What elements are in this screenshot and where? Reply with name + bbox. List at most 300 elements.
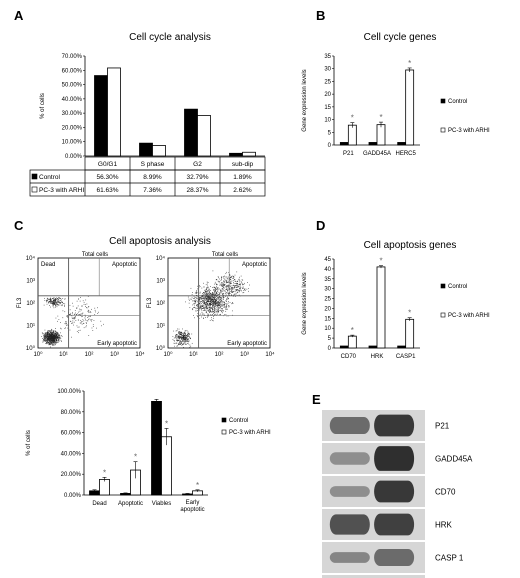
flow-event-dot xyxy=(176,338,177,339)
flow-event-dot xyxy=(46,343,47,344)
flow-event-dot xyxy=(210,301,211,302)
flow-event-dot xyxy=(188,333,189,334)
flow-event-dot xyxy=(204,310,205,311)
flow-event-dot xyxy=(53,339,54,340)
flow-event-dot xyxy=(204,298,205,299)
flow-event-dot xyxy=(224,304,225,305)
flow-event-dot xyxy=(193,301,194,302)
flow-event-dot xyxy=(237,287,238,288)
y-tick-label: 10² xyxy=(26,301,35,307)
x-tick-label: Early xyxy=(185,500,200,506)
flow-event-dot xyxy=(50,338,51,339)
flow-event-dot xyxy=(54,344,55,345)
flow-event-dot xyxy=(207,306,208,307)
chart-d xyxy=(302,257,490,360)
flow-event-dot xyxy=(77,331,78,332)
flow-event-dot xyxy=(56,341,57,342)
flow-event-dot xyxy=(230,291,231,292)
flow-event-dot xyxy=(57,304,58,305)
flow-event-dot xyxy=(230,279,231,280)
blot-band xyxy=(374,549,414,566)
flow-event-dot xyxy=(193,304,194,305)
y-tick-label: 10 xyxy=(324,117,331,124)
flow-event-dot xyxy=(226,305,227,306)
flow-event-dot xyxy=(230,293,231,294)
flow-event-dot xyxy=(179,333,180,334)
flow-event-dot xyxy=(216,303,217,304)
flow-event-dot xyxy=(230,289,231,290)
flow-event-dot xyxy=(55,343,56,344)
flow-event-dot xyxy=(217,303,218,304)
flow-event-dot xyxy=(218,294,219,295)
flow-event-dot xyxy=(202,298,203,299)
flow-event-dot xyxy=(46,333,47,334)
flow-event-dot xyxy=(179,337,180,338)
flow-event-dot xyxy=(227,303,228,304)
bar xyxy=(230,153,243,156)
flow-event-dot xyxy=(201,307,202,308)
flow-event-dot xyxy=(175,336,176,337)
flow-event-dot xyxy=(73,325,74,326)
chart-b-title: Cell cycle genes xyxy=(363,32,437,43)
flow-event-dot xyxy=(212,305,213,306)
flow-event-dot xyxy=(91,309,92,310)
legend-label: PC-3 with ARHI xyxy=(229,430,271,436)
flow-event-dot xyxy=(48,340,49,341)
flow-event-dot xyxy=(66,321,67,322)
flow-event-dot xyxy=(55,345,56,346)
flow-event-dot xyxy=(242,283,243,284)
bar xyxy=(348,125,356,145)
bar xyxy=(108,68,121,156)
flow-event-dot xyxy=(185,330,186,331)
flow-event-dot xyxy=(219,282,220,283)
flow-event-dot xyxy=(219,307,220,308)
flow-event-dot xyxy=(208,282,209,283)
flow-event-dot xyxy=(189,345,190,346)
flow-event-dot xyxy=(214,284,215,285)
y-tick-label: 5 xyxy=(327,130,331,137)
flow-event-dot xyxy=(183,333,184,334)
flow-event-dot xyxy=(46,337,47,338)
flow-event-dot xyxy=(215,300,216,301)
flow-event-dot xyxy=(200,307,201,308)
flow-event-dot xyxy=(60,298,61,299)
flow-event-dot xyxy=(216,279,217,280)
western-blot xyxy=(322,410,473,578)
flow-event-dot xyxy=(60,328,61,329)
flow-event-dot xyxy=(225,291,226,292)
flow-event-dot xyxy=(59,319,60,320)
flow-event-dot xyxy=(225,290,226,291)
flow-event-dot xyxy=(90,312,91,313)
flow-event-dot xyxy=(240,286,241,287)
flow-event-dot xyxy=(60,298,61,299)
flow-event-dot xyxy=(190,346,191,347)
flow-event-dot xyxy=(50,332,51,333)
flow-event-dot xyxy=(44,335,45,336)
flow-event-dot xyxy=(48,341,49,342)
flow-event-dot xyxy=(45,340,46,341)
flow-event-dot xyxy=(59,338,60,339)
flow-event-dot xyxy=(80,330,81,331)
flow-event-dot xyxy=(54,336,55,337)
flow-event-dot xyxy=(239,290,240,291)
flow-event-dot xyxy=(226,292,227,293)
flow-event-dot xyxy=(198,313,199,314)
flow-event-dot xyxy=(52,334,53,335)
flow-event-dot xyxy=(211,296,212,297)
flow-event-dot xyxy=(205,299,206,300)
flow-event-dot xyxy=(219,292,220,293)
bar xyxy=(398,142,406,145)
flow-event-dot xyxy=(210,299,211,300)
flow-event-dot xyxy=(222,289,223,290)
flow-event-dot xyxy=(214,309,215,310)
flow-event-dot xyxy=(209,303,210,304)
flow-event-dot xyxy=(47,339,48,340)
flow-event-dot xyxy=(243,292,244,293)
flow-event-dot xyxy=(232,276,233,277)
flow-event-dot xyxy=(239,291,240,292)
flow-event-dot xyxy=(57,301,58,302)
x-tick-label: 10² xyxy=(84,352,94,358)
flow-event-dot xyxy=(57,333,58,334)
flow-event-dot xyxy=(239,295,240,296)
flow-event-dot xyxy=(73,318,74,319)
flow-event-dot xyxy=(60,302,61,303)
flow-event-dot xyxy=(80,320,81,321)
flow-event-dot xyxy=(85,327,86,328)
chart-a xyxy=(30,54,265,196)
flow-event-dot xyxy=(210,301,211,302)
flow-event-dot xyxy=(228,285,229,286)
flow-event-dot xyxy=(233,278,234,279)
y-tick-label: 30 xyxy=(324,66,331,73)
flow-event-dot xyxy=(200,286,201,287)
flow-event-dot xyxy=(64,299,65,300)
flow-event-dot xyxy=(205,297,206,298)
flow-event-dot xyxy=(231,277,232,278)
flow-event-dot xyxy=(50,299,51,300)
flow-event-dot xyxy=(213,301,214,302)
flow-event-dot xyxy=(85,304,86,305)
flow-event-dot xyxy=(213,304,214,305)
flow-event-dot xyxy=(238,284,239,285)
flow-event-dot xyxy=(247,282,248,283)
flow-event-dot xyxy=(226,281,227,282)
blot-band xyxy=(374,481,414,503)
flow-event-dot xyxy=(181,332,182,333)
flow-event-dot xyxy=(227,292,228,293)
flow-event-dot xyxy=(184,342,185,343)
y-tick-label: 35 xyxy=(324,276,331,283)
flow-event-dot xyxy=(183,340,184,341)
flow-event-dot xyxy=(213,311,214,312)
flow-event-dot xyxy=(50,342,51,343)
flow-event-dot xyxy=(223,299,224,300)
flow-event-dot xyxy=(56,318,57,319)
flow-event-dot xyxy=(210,308,211,309)
flow-event-dot xyxy=(223,301,224,302)
flow-event-dot xyxy=(47,343,48,344)
bar xyxy=(406,319,414,348)
flow-event-dot xyxy=(207,292,208,293)
flow-event-dot xyxy=(204,306,205,307)
flow-event-dot xyxy=(51,301,52,302)
flow-event-dot xyxy=(220,307,221,308)
flow-event-dot xyxy=(208,301,209,302)
flow-event-dot xyxy=(225,309,226,310)
flow-event-dot xyxy=(207,297,208,298)
flow-event-dot xyxy=(192,343,193,344)
flow-event-dot xyxy=(61,340,62,341)
flow-event-dot xyxy=(45,333,46,334)
flow-event-dot xyxy=(211,311,212,312)
table-cell: 56.30% xyxy=(96,174,119,181)
flow-event-dot xyxy=(49,305,50,306)
flow-event-dot xyxy=(70,313,71,314)
flow-event-dot xyxy=(186,340,187,341)
flow-event-dot xyxy=(177,335,178,336)
flow-event-dot xyxy=(212,307,213,308)
flow-event-dot xyxy=(183,347,184,348)
flow-event-dot xyxy=(206,308,207,309)
flow-event-dot xyxy=(225,307,226,308)
flow-event-dot xyxy=(203,297,204,298)
flow-event-dot xyxy=(228,288,229,289)
flow-event-dot xyxy=(97,307,98,308)
flow-event-dot xyxy=(72,303,73,304)
flow-event-dot xyxy=(49,344,50,345)
flow-event-dot xyxy=(50,331,51,332)
flow-event-dot xyxy=(88,310,89,311)
flow-event-dot xyxy=(73,318,74,319)
flow-event-dot xyxy=(215,282,216,283)
y-tick-label: 70.00% xyxy=(61,54,82,60)
flow-event-dot xyxy=(207,308,208,309)
y-tick-label: 5 xyxy=(327,336,331,343)
flow-event-dot xyxy=(52,342,53,343)
flow-event-dot xyxy=(191,288,192,289)
flow-event-dot xyxy=(62,301,63,302)
flow-event-dot xyxy=(226,309,227,310)
flow-event-dot xyxy=(221,311,222,312)
flow-event-dot xyxy=(56,336,57,337)
flow-event-dot xyxy=(231,276,232,277)
flow-event-dot xyxy=(179,341,180,342)
flow-event-dot xyxy=(55,307,56,308)
flow-event-dot xyxy=(74,317,75,318)
quadrant-label-early-apoptotic: Early apoptotic xyxy=(227,341,267,347)
flow-event-dot xyxy=(203,305,204,306)
x-tick-label: HRK xyxy=(370,354,384,360)
bar xyxy=(140,143,153,156)
flow-event-dot xyxy=(48,301,49,302)
flow-event-dot xyxy=(60,303,61,304)
flow-event-dot xyxy=(226,283,227,284)
flow-event-dot xyxy=(208,294,209,295)
flow-event-dot xyxy=(207,303,208,304)
flow-event-dot xyxy=(60,335,61,336)
flow-event-dot xyxy=(246,289,247,290)
flow-event-dot xyxy=(47,336,48,337)
bar xyxy=(100,479,110,495)
flow-event-dot xyxy=(222,303,223,304)
flow-event-dot xyxy=(179,340,180,341)
flow-event-dot xyxy=(201,308,202,309)
flow-event-dot xyxy=(74,322,75,323)
flow-event-dot xyxy=(75,320,76,321)
flow-event-dot xyxy=(231,287,232,288)
flow-event-dot xyxy=(66,324,67,325)
flow-event-dot xyxy=(184,338,185,339)
flow-event-dot xyxy=(52,336,53,337)
flow-event-dot xyxy=(53,301,54,302)
flow-event-dot xyxy=(67,328,68,329)
flow-event-dot xyxy=(47,332,48,333)
flow-event-dot xyxy=(216,311,217,312)
table-cell: 28.37% xyxy=(186,187,209,194)
flow-event-dot xyxy=(234,286,235,287)
flow-event-dot xyxy=(205,307,206,308)
flow-event-dot xyxy=(220,315,221,316)
flow-event-dot xyxy=(239,279,240,280)
bar xyxy=(369,142,377,145)
flow-event-dot xyxy=(237,292,238,293)
flow-event-dot xyxy=(230,275,231,276)
flow-event-dot xyxy=(215,304,216,305)
flow-event-dot xyxy=(57,302,58,303)
flow-event-dot xyxy=(185,344,186,345)
flow-event-dot xyxy=(215,291,216,292)
flow-event-dot xyxy=(44,340,45,341)
flow-event-dot xyxy=(210,311,211,312)
flow-event-dot xyxy=(85,319,86,320)
flow-event-dot xyxy=(217,297,218,298)
flow-event-dot xyxy=(75,313,76,314)
flow-event-dot xyxy=(215,294,216,295)
flow-event-dot xyxy=(46,342,47,343)
flow-event-dot xyxy=(227,282,228,283)
bar xyxy=(398,346,406,348)
flow-event-dot xyxy=(194,300,195,301)
flow-event-dot xyxy=(222,288,223,289)
flow-event-dot xyxy=(179,329,180,330)
flow-event-dot xyxy=(209,294,210,295)
significance-mark: * xyxy=(379,113,383,123)
quadrant-label-early-apoptotic: Early apoptotic xyxy=(97,341,137,347)
flow-event-dot xyxy=(226,298,227,299)
flow-event-dot xyxy=(206,305,207,306)
flow-event-dot xyxy=(214,312,215,313)
flow-event-dot xyxy=(88,311,89,312)
flow-event-dot xyxy=(59,339,60,340)
flow-event-dot xyxy=(91,320,92,321)
flow-event-dot xyxy=(42,338,43,339)
flow-event-dot xyxy=(197,316,198,317)
flow-event-dot xyxy=(76,314,77,315)
flow-event-dot xyxy=(205,310,206,311)
flow-event-dot xyxy=(231,288,232,289)
flow-event-dot xyxy=(236,287,237,288)
chart-a-title: Cell cycle analysis xyxy=(129,32,211,43)
flow-event-dot xyxy=(213,305,214,306)
flow-event-dot xyxy=(58,333,59,334)
flow-event-dot xyxy=(213,302,214,303)
flow-event-dot xyxy=(219,297,220,298)
flow-event-dot xyxy=(221,308,222,309)
flow-event-dot xyxy=(178,332,179,333)
flow-event-dot xyxy=(93,324,94,325)
flow-event-dot xyxy=(178,337,179,338)
x-tick-label: GADD45A xyxy=(362,151,392,157)
flow-event-dot xyxy=(206,297,207,298)
flow-event-dot xyxy=(55,333,56,334)
flow-event-dot xyxy=(210,311,211,312)
flow-event-dot xyxy=(242,284,243,285)
flow-event-dot xyxy=(217,301,218,302)
flow-event-dot xyxy=(208,287,209,288)
flow-event-dot xyxy=(85,300,86,301)
flow-event-dot xyxy=(183,341,184,342)
flow-event-dot xyxy=(50,342,51,343)
flow-event-dot xyxy=(83,313,84,314)
flow-event-dot xyxy=(50,298,51,299)
flow-event-dot xyxy=(212,292,213,293)
y-tick-label: 60.00% xyxy=(61,68,82,75)
flow-event-dot xyxy=(204,287,205,288)
flow-event-dot xyxy=(225,303,226,304)
flow-event-dot xyxy=(57,334,58,335)
flow-event-dot xyxy=(54,303,55,304)
flow-event-dot xyxy=(234,279,235,280)
flow-event-dot xyxy=(51,341,52,342)
flow-event-dot xyxy=(54,333,55,334)
blot-band xyxy=(330,552,370,563)
flow-event-dot xyxy=(56,298,57,299)
flow-event-dot xyxy=(195,308,196,309)
flow-event-dot xyxy=(57,302,58,303)
flow-event-dot xyxy=(211,299,212,300)
flow-event-dot xyxy=(239,277,240,278)
flow-event-dot xyxy=(72,312,73,313)
flow-event-dot xyxy=(209,292,210,293)
flow-event-dot xyxy=(215,297,216,298)
flow-event-dot xyxy=(218,287,219,288)
flow-event-dot xyxy=(199,299,200,300)
flow-event-dot xyxy=(208,305,209,306)
flow-event-dot xyxy=(212,300,213,301)
bar xyxy=(340,142,348,145)
flow-event-dot xyxy=(65,323,66,324)
quadrant-label-dead: Dead xyxy=(41,262,56,268)
flow-event-dot xyxy=(210,290,211,291)
flow-event-dot xyxy=(208,300,209,301)
flow-event-dot xyxy=(179,337,180,338)
flow-event-dot xyxy=(192,305,193,306)
significance-mark: * xyxy=(133,452,138,462)
flow-event-dot xyxy=(243,284,244,285)
legend-swatch xyxy=(441,284,445,288)
flow-event-dot xyxy=(58,340,59,341)
flow-event-dot xyxy=(223,282,224,283)
flow-event-dot xyxy=(57,298,58,299)
flow-event-dot xyxy=(55,334,56,335)
flow-event-dot xyxy=(52,338,53,339)
flow-event-dot xyxy=(221,305,222,306)
y-tick-label: 10² xyxy=(156,301,165,307)
